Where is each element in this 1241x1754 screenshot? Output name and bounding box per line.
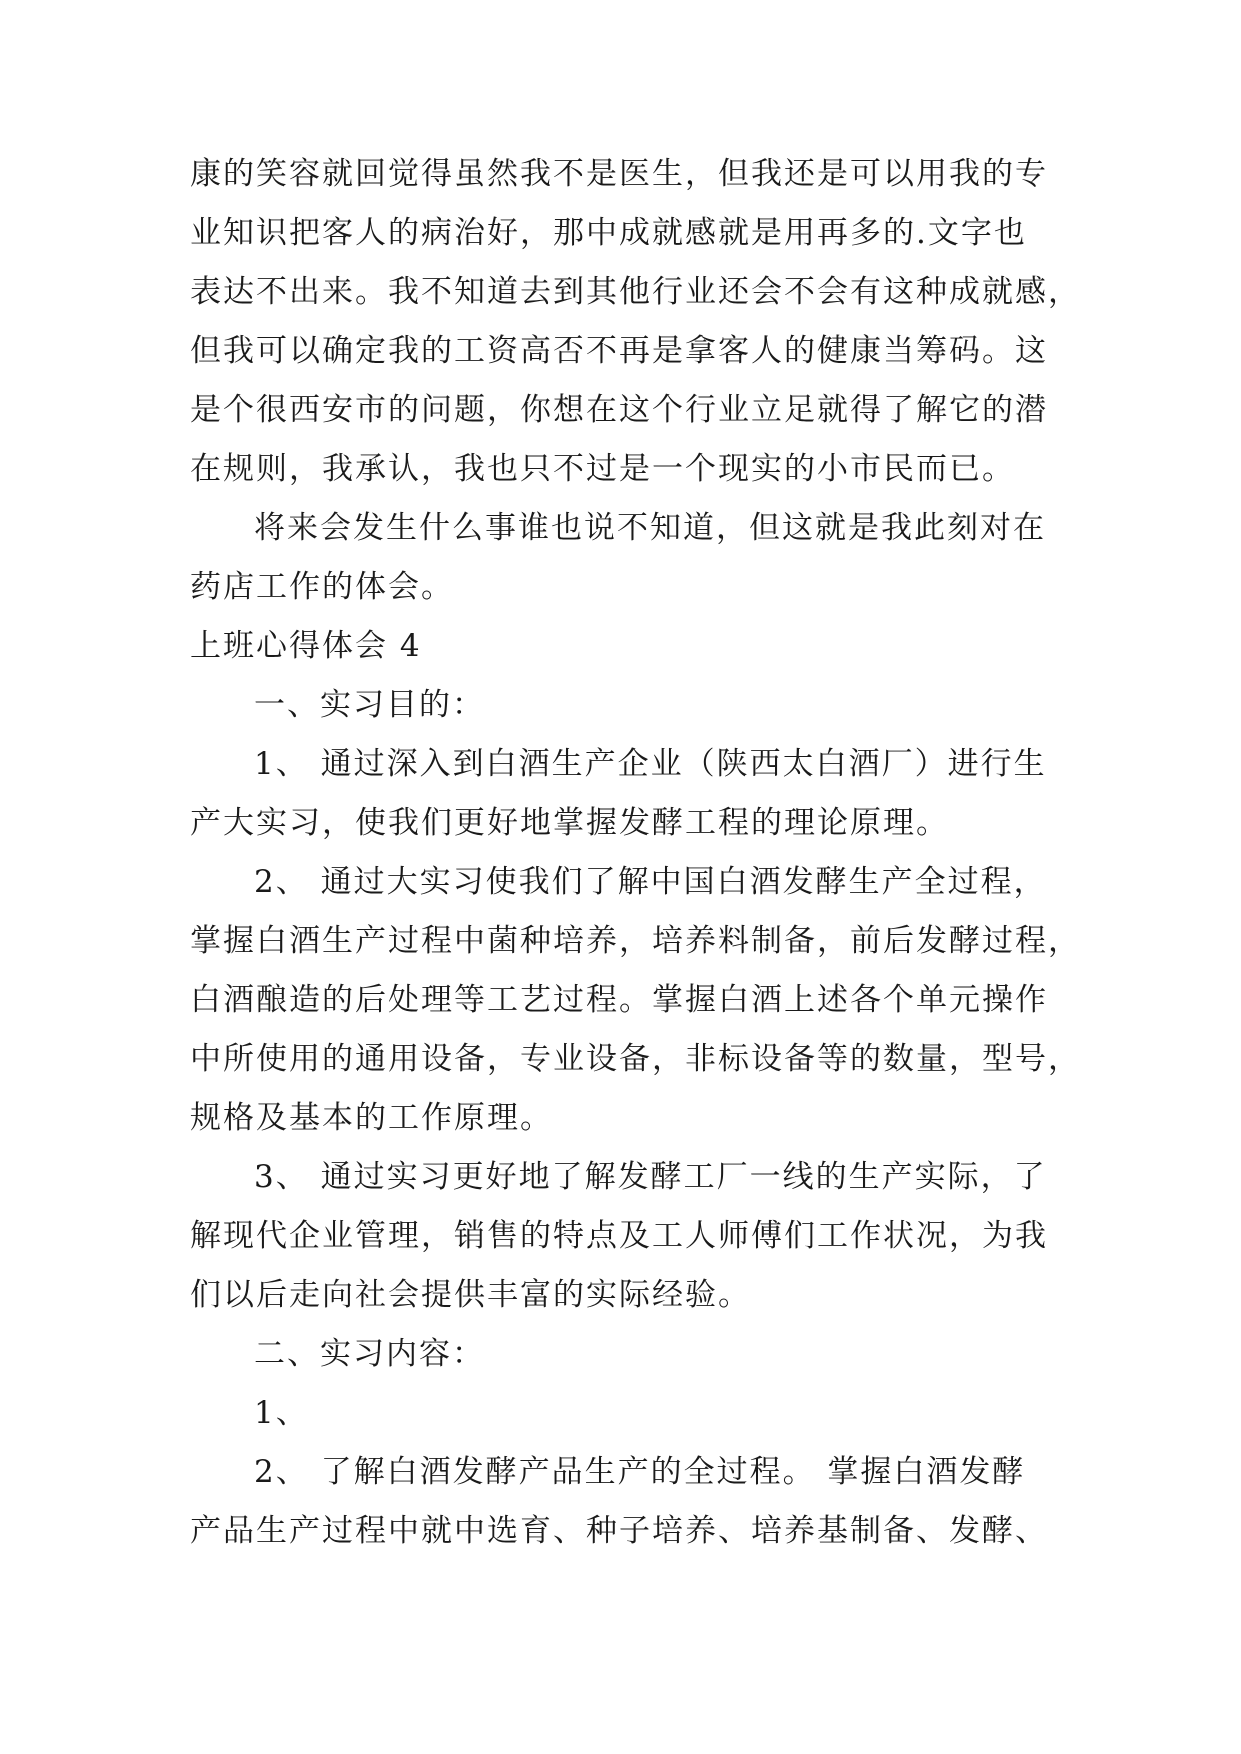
text-line: 将来会发生什么事谁也说不知道，但这就是我此刻对在 <box>254 510 1046 546</box>
text-line: 中所使用的通用设备，专业设备，非标设备等的数量，型号， <box>190 1041 1081 1077</box>
text-line: 表达不出来。我不知道去到其他行业还会不会有这种成就感， <box>190 274 1081 310</box>
text-line: 1、 <box>254 1395 309 1431</box>
text-line: 产大实习，使我们更好地掌握发酵工程的理论原理。 <box>190 805 949 841</box>
text-line: 3、 通过实习更好地了解发酵工厂一线的生产实际，了 <box>254 1159 1047 1195</box>
text-line: 们以后走向社会提供丰富的实际经验。 <box>190 1277 751 1313</box>
subsection-heading: 二、实习内容： <box>254 1336 485 1372</box>
text-line: 在规则，我承认，我也只不过是一个现实的小市民而已。 <box>190 451 1015 487</box>
text-line: 2、 通过大实习使我们了解中国白酒发酵生产全过程， <box>254 864 1047 900</box>
text-line: 是个很西安市的问题，你想在这个行业立足就得了解它的潜 <box>190 392 1048 428</box>
text-line: 2、 了解白酒发酵产品生产的全过程。 掌握白酒发酵 <box>254 1454 1026 1490</box>
text-line: 解现代企业管理，销售的特点及工人师傅们工作状况，为我 <box>190 1218 1048 1254</box>
text-line: 康的笑容就回觉得虽然我不是医生，但我还是可以用我的专 <box>190 156 1048 192</box>
text-line: 但我可以确定我的工资高否不再是拿客人的健康当筹码。这 <box>190 333 1048 369</box>
section-heading: 上班心得体会 4 <box>190 628 422 664</box>
text-line: 1、 通过深入到白酒生产企业（陕西太白酒厂）进行生 <box>254 746 1047 782</box>
text-line: 产品生产过程中就中选育、种子培养、培养基制备、发酵、 <box>190 1513 1048 1549</box>
text-line: 药店工作的体会。 <box>190 569 454 605</box>
text-line: 白酒酿造的后处理等工艺过程。掌握白酒上述各个单元操作 <box>190 982 1048 1018</box>
subsection-heading: 一、实习目的： <box>254 687 485 723</box>
text-line: 掌握白酒生产过程中菌种培养，培养料制备，前后发酵过程， <box>190 923 1081 959</box>
text-line: 规格及基本的工作原理。 <box>190 1100 553 1136</box>
text-line: 业知识把客人的病治好，那中成就感就是用再多的.文字也 <box>190 215 1027 251</box>
